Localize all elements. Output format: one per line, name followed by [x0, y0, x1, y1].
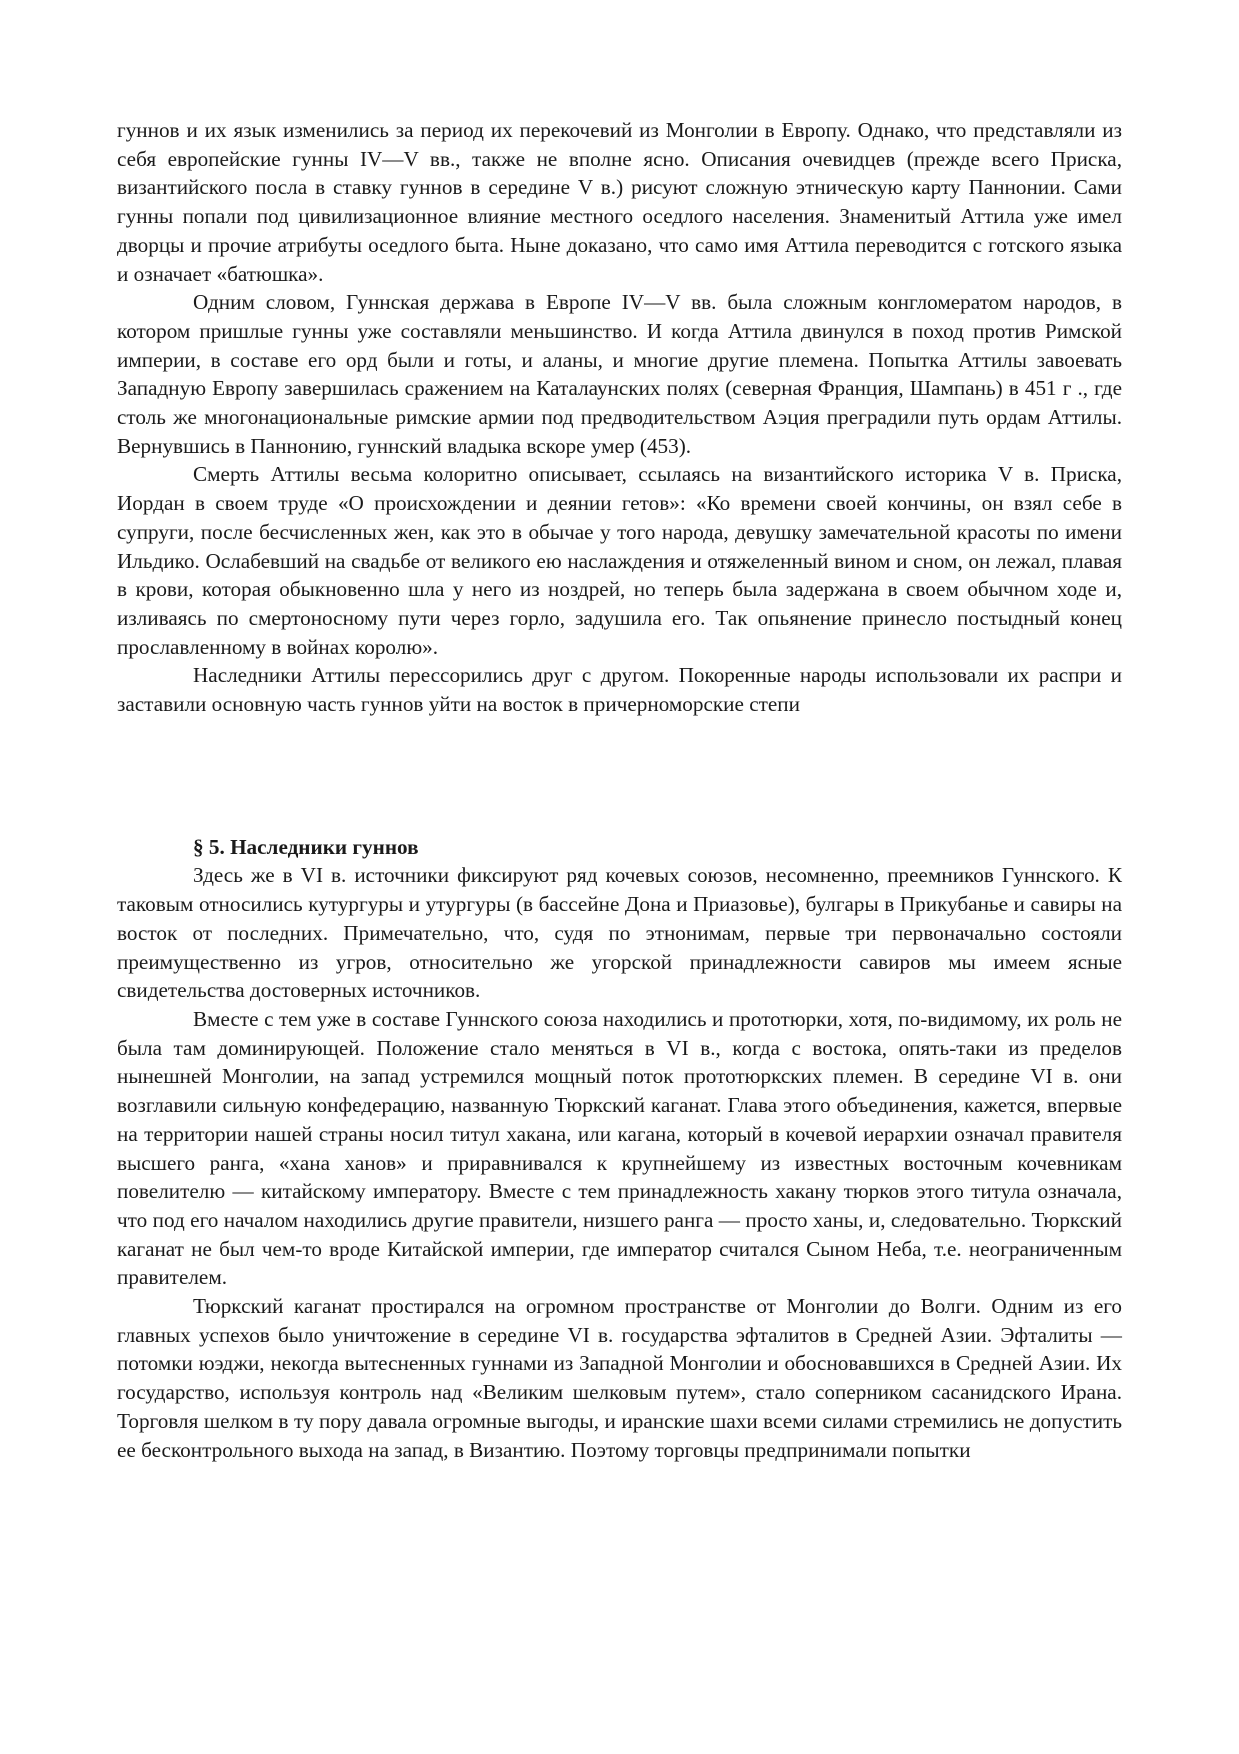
section-heading: § 5. Наследники гуннов — [193, 834, 419, 859]
section-hunns-europe — [117, 116, 1122, 719]
paragraph: Вместе с тем уже в составе Гуннского союза находились и прототюрки, хотя, по-видимому, их роль не была там доминирующей. Положение стало меняться в VI в., когда с востока, опять-таки из пределов нынешней Монголии, на запад устремился мощный поток прототюркских племен. В середине VI в. они возглавили сильную конфедерацию, названную Тюркский каганат. Глава этого объединения, кажется, впервые на территории нашей страны носил титул хакана, или кагана, который в кочевой иерархии означал правителя высшего ранга, «хана ханов» и приравнивался к крупнейшему из известных восточным кочевникам повелителю — китайскому императору. Вместе с тем принадлежность хакану тюрков этого титула означала, что под его началом находились другие правители, низшего ранга — просто ханы, и, следовательно. Тюркский каганат не был чем-то вроде Китайской империи, где император считался Сыном Неба, т.е. неограниченным правителем. — [117, 1006, 1122, 1290]
paragraph: Наследники Аттилы перессорились друг с другом. Покоренные народы использовали их распри и заставили основную часть гуннов уйти на восток в причерноморские степи — [117, 663, 1122, 717]
section-spacer — [117, 719, 1122, 833]
section-successors-of-hunns — [117, 833, 1122, 1464]
paragraph: Смерть Аттилы весьма колоритно описывает, ссылаясь на византийского историка V в. Приска, Иордан в своем труде «О происхождении и деянии гетов»: «Ко времени своей кончины, он взял себе в супруги, после бесчисленных жен, как это в обычае у того народа, девушку замечательной красоты по имени Ильдико. Ослабевший на свадьбе от великого ею наслаждения и отяжеленный вином и сном, он лежал, плавая в крови, которая обыкновенно шла у него из ноздрей, но теперь была задержана в своем обычном ходе и, изливаясь по смертоносному пути через горло, задушила его. Так опьянение принесло постыдный конец прославленному в войнах королю». — [117, 462, 1122, 659]
paragraph: Здесь же в VI в. источники фиксируют ряд кочевых союзов, несомненно, преемников Гуннского. К таковым относились кутургуры и утургуры (в бассейне Дона и Приазовье), булгары в Прикубанье и савиры на восток от последних. Примечательно, что, судя по этнонимам, первые три первоначально состояли преимущественно из угров, относительно же угорской принадлежности савиров мы имеем ясные свидетельства достоверных источников. — [117, 863, 1122, 1003]
paragraph: Одним словом, Гуннская держава в Европе IV—V вв. была сложным конгломератом народов, в котором пришлые гунны уже составляли меньшинство. И когда Аттила двинулся в поход против Римской империи, в составе его орд были и готы, и аланы, и многие другие племена. Попытка Аттилы завоевать Западную Европу завершилась сражением на Каталаунских полях (северная Франция, Шампань) в 451 г ., где столь же многонациональные римские армии под предводительством Аэция преградили путь ордам Аттилы. Вернувшись в Паннонию, гуннский владыка вскоре умер (453). — [117, 290, 1122, 458]
paragraph: гуннов и их язык изменились за период их перекочевий из Монголии в Европу. Однако, что представляли из себя европейские гунны IV—V вв., также не вполне ясно. Описания очевидцев (прежде всего Приска, византийского посла в ставку гуннов в середине V в.) рисуют сложную этническую карту Паннонии. Сами гунны попали под цивилизационное влияние местного оседлого населения. Знаменитый Аттила уже имел дворцы и прочие атрибуты оседлого быта. Ныне доказано, что само имя Аттила переводится с готского языка и означает «батюшка». — [117, 118, 1122, 286]
paragraph: Тюркский каганат простирался на огромном пространстве от Монголии до Волги. Одним из его главных успехов было уничтожение в середине VI в. государства эфталитов в Средней Азии. Эфталиты — потомки юэджи, некогда вытесненных гуннами из Западной Монголии и обосновавшихся в Средней Азии. Их государство, используя контроль над «Великим шелковым путем», стало соперником сасанидского Ирана. Торговля шелком в ту пору давала огромные выгоды, и иранские шахи всеми силами стремились не допустить ее бесконтрольного выхода на запад, в Византию. Поэтому торговцы предпринимали попытки — [117, 1294, 1122, 1462]
